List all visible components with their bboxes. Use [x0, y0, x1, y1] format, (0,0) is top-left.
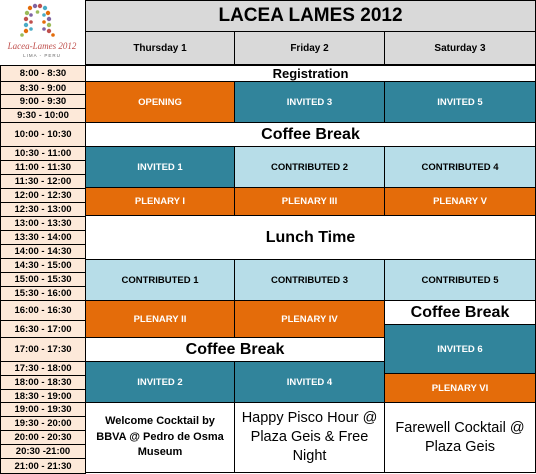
- logo-arch: [20, 4, 55, 37]
- time-slot: 17:30 - 18:00: [0, 361, 86, 376]
- day-header-saturday: Saturday 3: [384, 31, 536, 65]
- time-slot: 14:00 - 14:30: [0, 244, 86, 259]
- session-sat-plenary-6: PLENARY VI: [384, 373, 536, 403]
- time-slot: 15:00 - 15:30: [0, 272, 86, 287]
- time-slot: 11:30 - 12:00: [0, 174, 86, 189]
- time-slot: 12:00 - 12:30: [0, 188, 86, 203]
- time-slot: 21:00 - 21:30: [0, 458, 86, 474]
- time-slot: 19:00 - 19:30: [0, 402, 86, 417]
- session-thu-welcome-cocktail: Welcome Cocktail by BBVA @ Pedro de Osma Museum: [85, 402, 235, 473]
- session-sat-contributed-5: CONTRIBUTED 5: [384, 259, 536, 301]
- time-slot: 12:30 - 13:00: [0, 202, 86, 217]
- time-slot: 9:30 - 10:00: [0, 108, 86, 123]
- session-sat-invited-5: INVITED 5: [384, 81, 536, 123]
- session-sat-farewell-cocktail: Farewell Cocktail @ Plaza Geis: [384, 402, 536, 473]
- time-slot: 20:30 -21:00: [0, 444, 86, 459]
- day-header-friday: Friday 2: [234, 31, 385, 65]
- session-fri-contributed-2: CONTRIBUTED 2: [234, 146, 385, 188]
- session-thu-contributed-1: CONTRIBUTED 1: [85, 259, 235, 301]
- page-title: LACEA LAMES 2012: [85, 0, 536, 32]
- session-sat-contributed-4: CONTRIBUTED 4: [384, 146, 536, 188]
- logo-graphic: [0, 0, 85, 65]
- session-registration: Registration: [85, 65, 536, 82]
- time-slot: 16:30 - 17:00: [0, 320, 86, 338]
- time-slot: 8:30 - 9:00: [0, 81, 86, 95]
- session-thu-plenary-1: PLENARY I: [85, 187, 235, 216]
- session-sat-invited-6: INVITED 6: [384, 324, 536, 374]
- session-coffee-break-1: Coffee Break: [85, 122, 536, 147]
- conference-logo: [0, 0, 85, 65]
- time-slot: 11:00 - 11:30: [0, 160, 86, 175]
- logo-text: Lacea-Lames 2012: [7, 41, 77, 51]
- time-slot: 17:00 - 17:30: [0, 337, 86, 362]
- time-slot: 9:00 - 9:30: [0, 94, 86, 109]
- day-header-thursday: Thursday 1: [85, 31, 235, 65]
- session-fri-plenary-4: PLENARY IV: [234, 300, 385, 338]
- session-fri-invited-4: INVITED 4: [234, 361, 385, 403]
- time-slot: 20:00 - 20:30: [0, 430, 86, 445]
- time-slot: 13:00 - 13:30: [0, 216, 86, 231]
- logo-subtext: LIMA - PERU: [23, 53, 61, 58]
- time-slot: 10:00 - 10:30: [0, 122, 86, 147]
- session-fri-plenary-3: PLENARY III: [234, 187, 385, 216]
- session-sat-coffee-break: Coffee Break: [384, 300, 536, 325]
- time-slot: 13:30 - 14:00: [0, 230, 86, 245]
- session-sat-plenary-5: PLENARY V: [384, 187, 536, 216]
- time-slot: 14:30 - 15:00: [0, 258, 86, 273]
- time-slot: 15:30 - 16:00: [0, 286, 86, 301]
- time-slot: 19:30 - 20:00: [0, 416, 86, 431]
- session-lunch: Lunch Time: [85, 215, 536, 260]
- time-slot: 18:00 - 18:30: [0, 375, 86, 390]
- session-thu-invited-2: INVITED 2: [85, 361, 235, 403]
- session-thu-invited-1: INVITED 1: [85, 146, 235, 188]
- time-slot: 16:00 - 16:30: [0, 300, 86, 321]
- session-fri-contributed-3: CONTRIBUTED 3: [234, 259, 385, 301]
- time-slot: 18:30 - 19:00: [0, 389, 86, 403]
- time-slot: 8:00 - 8:30: [0, 65, 86, 82]
- session-fri-invited-3: INVITED 3: [234, 81, 385, 123]
- session-thu-plenary-2: PLENARY II: [85, 300, 235, 338]
- time-slot: 10:30 - 11:00: [0, 146, 86, 161]
- session-coffee-break-thu-fri: Coffee Break: [85, 337, 385, 362]
- session-fri-happy-pisco-hour: Happy Pisco Hour @ Plaza Geis & Free Night: [234, 402, 385, 473]
- session-thu-opening: OPENING: [85, 81, 235, 123]
